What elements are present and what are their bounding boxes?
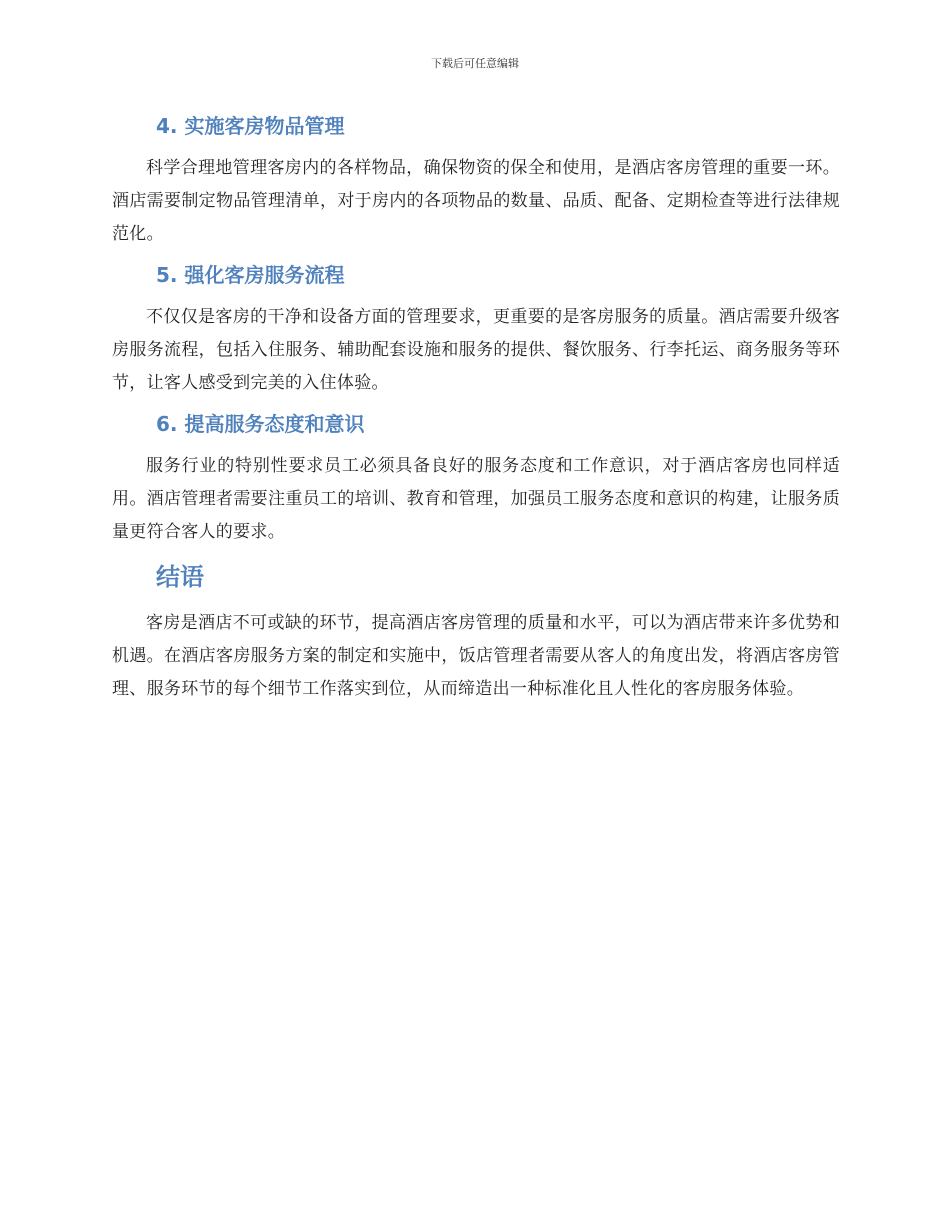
document-body [112, 108, 840, 712]
page-header: 下载后可任意编辑 [431, 57, 519, 70]
conclusion-heading: 结语 [156, 563, 204, 591]
section-paragraph-4: 科学合理地管理客房内的各样物品，确保物资的保全和使用，是酒店客房管理的重要一环。酒店需要制定物品管理清单，对于房内的各项物品的数量、品质、配备、定期检查等进行法律规范化。 [112, 158, 840, 244]
section-heading-6: 6. 提高服务态度和意识 [156, 412, 365, 436]
section-heading-5: 5. 强化客房服务流程 [156, 263, 345, 287]
section-heading-4: 4. 实施客房物品管理 [156, 114, 345, 138]
section-paragraph-6: 服务行业的特别性要求员工必须具备良好的服务态度和工作意识，对于酒店客房也同样适用。酒店管理者需要注重员工的培训、教育和管理，加强员工服务态度和意识的构建，让服务质量更符合客人的要求。 [112, 456, 840, 542]
section-paragraph-5: 不仅仅是客房的干净和设备方面的管理要求，更重要的是客房服务的质量。酒店需要升级客房服务流程，包括入住服务、辅助配套设施和服务的提供、餐饮服务、行李托运、商务服务等环节，让客人感受到完美的入住体验。 [112, 307, 840, 393]
conclusion-paragraph: 客房是酒店不可或缺的环节，提高酒店客房管理的质量和水平，可以为酒店带来许多优势和机遇。在酒店客房服务方案的制定和实施中，饭店管理者需要从客人的角度出发，将酒店客房管理、服务环节的每个细节工作落实到位，从而缔造出一种标准化且人性化的客房服务体验。 [112, 613, 840, 699]
